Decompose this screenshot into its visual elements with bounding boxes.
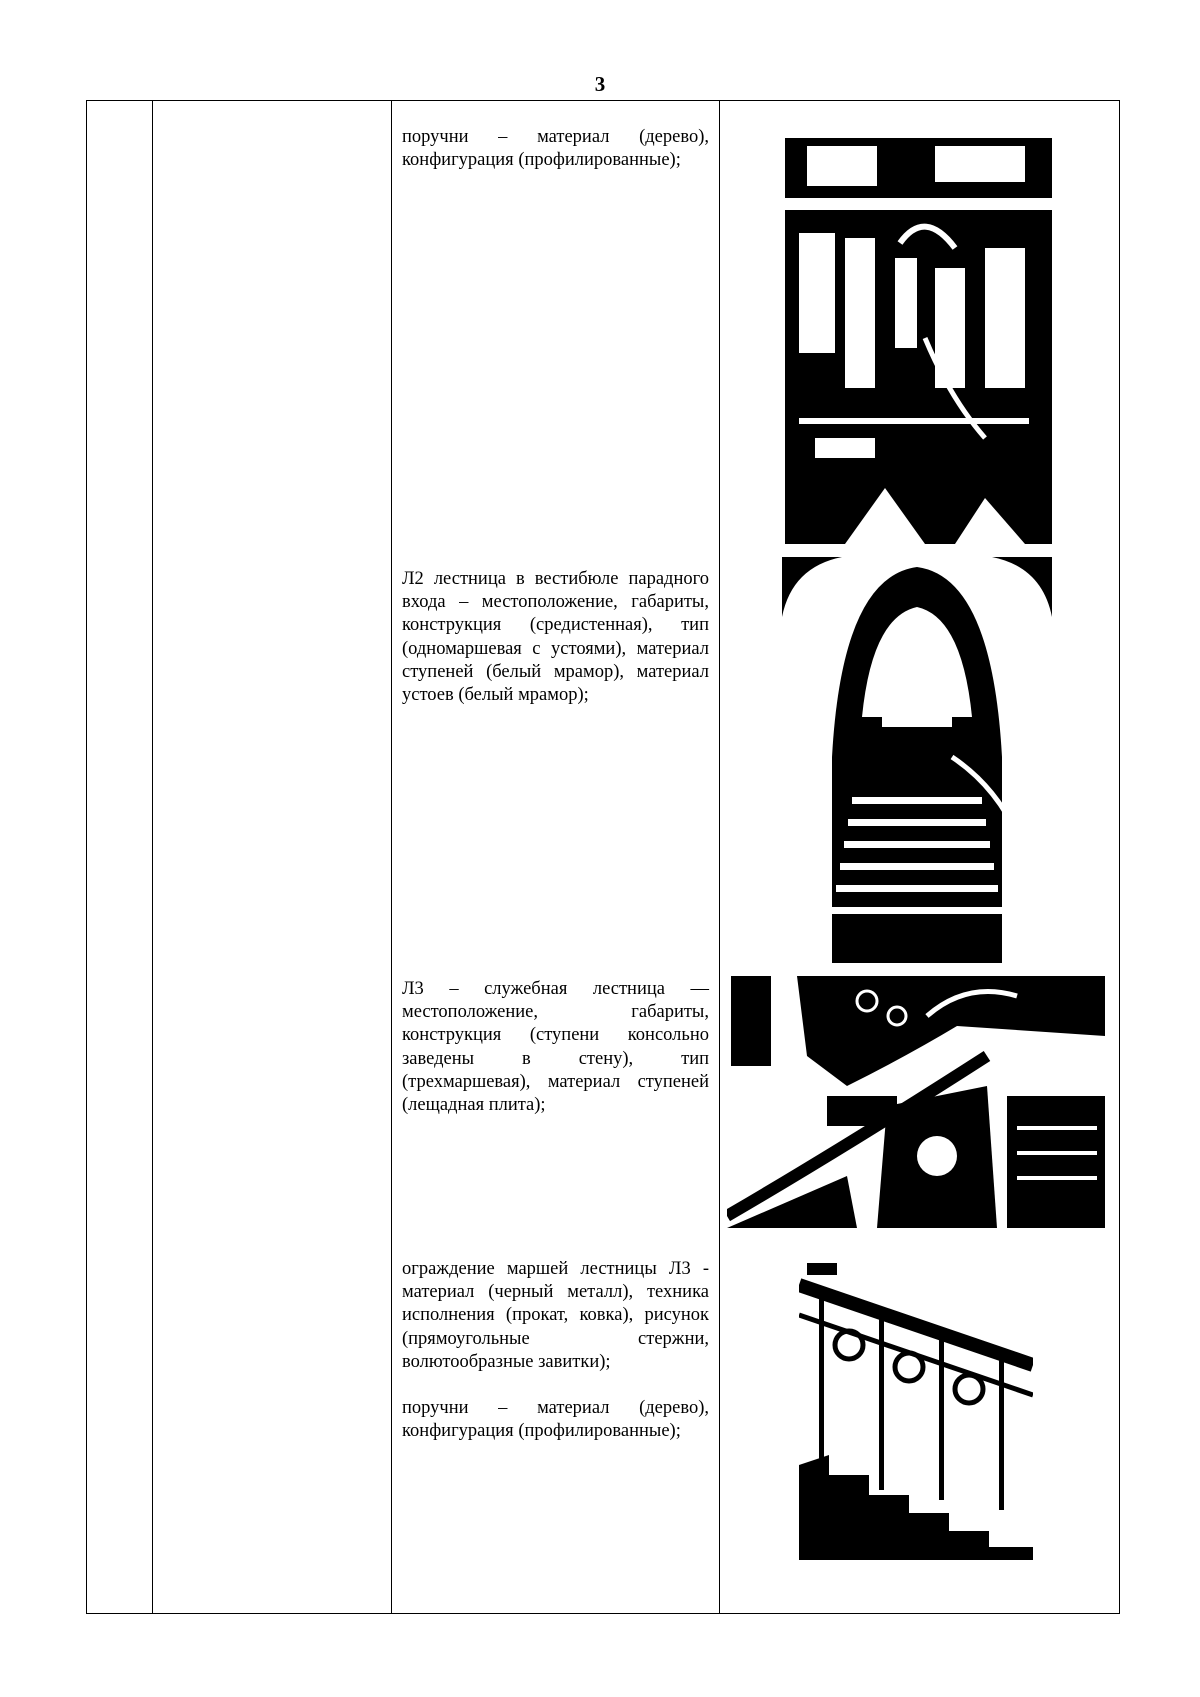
page-number: 3 [594, 72, 606, 96]
photo-service-staircase [727, 976, 1105, 1228]
feature-description-stair-l3 [402, 978, 709, 1117]
column-divider-3 [719, 101, 720, 1613]
photo-staircase-hall [785, 138, 1052, 544]
feature-paragraph: поручни – материал (дерево), конфигурация (профилированные); [402, 127, 709, 171]
column-divider-1 [152, 101, 153, 1613]
feature-paragraph: ограждение маршей лестницы Л3 - материал (черный металл), техника исполнения (прокат, ковка), рисунок (прямоугольные стержни, волютообразные завитки); [402, 1259, 709, 1372]
feature-description-stair-l2 [402, 568, 709, 707]
feature-description-railing-l3 [402, 1258, 709, 1443]
feature-paragraph: Л3 – служебная лестница — местоположение, габариты, конструкция (ступени консольно заведены в стену), тип (трехмаршевая), материал ступеней (лещадная плита); [402, 979, 709, 1116]
feature-paragraph: поручни – материал (дерево), конфигурация (профилированные); [402, 1398, 709, 1442]
photo-wrought-iron-railing [799, 1255, 1033, 1560]
feature-paragraph: Л2 лестница в вестибюле парадного входа – местоположение, габариты, конструкция (средистенная), тип (одномаршевая с устоями), материал ступеней (белый мрамор), материал устоев (белый мрамор); [402, 569, 709, 706]
column-divider-2 [391, 101, 392, 1613]
photo-marble-staircase [782, 557, 1052, 963]
feature-description-handrail [402, 126, 709, 172]
